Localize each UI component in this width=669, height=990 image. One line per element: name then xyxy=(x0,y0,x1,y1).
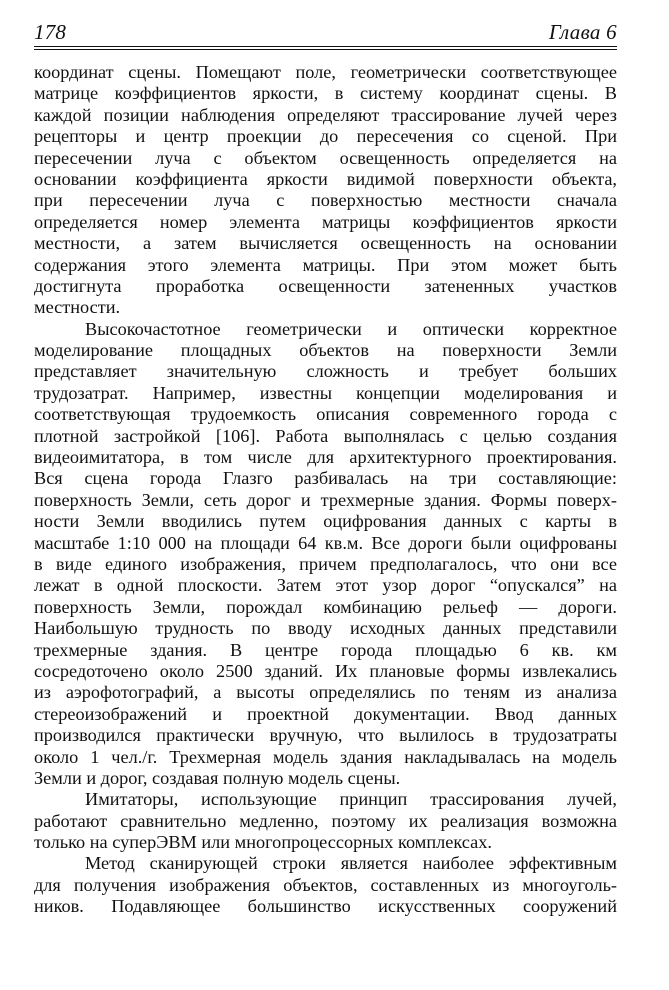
text-line: Высокочастотное геометрически и оптически корректное xyxy=(85,318,617,339)
running-header xyxy=(34,20,617,50)
text-line: производился практически вручную, что вылилось в трудозатраты xyxy=(34,725,617,746)
text-line: видеоимитатора, в том числе для архитектурного проектирования. xyxy=(34,447,617,468)
text-line: рецепторы и центр проекции до пересечения со сценой. При xyxy=(34,126,617,147)
page-number: 178 xyxy=(34,20,67,44)
body-text xyxy=(34,62,617,918)
text-line: работают сравнительно медленно, поэтому их реализация возможна xyxy=(34,810,617,831)
text-line: сосредоточено около 2500 зданий. Их плановые формы извлекались xyxy=(34,660,617,681)
text-line: моделирование площадных объектов на поверхности Земли xyxy=(34,340,617,361)
text-line: местности, а затем вычисляется освещенность на основании xyxy=(34,233,617,254)
text-line: Наибольшую трудность по вводу исходных данных представили xyxy=(34,618,617,639)
text-line: трудозатрат. Например, известны концепции моделирования и xyxy=(34,382,617,403)
text-line: ности Земли вводились путем оцифрования данных с карты в xyxy=(34,511,617,532)
text-line: достигнута проработка освещенности затененных участков xyxy=(34,275,617,296)
text-line: Вся сцена города Глазго разбивалась на три составляющие: xyxy=(34,468,617,489)
text-line: лежат в одной плоскости. Затем этот узор дорог “опускался” на xyxy=(34,575,617,596)
text-line: содержания этого элемента матрицы. При этом может быть xyxy=(34,254,617,275)
text-line: каждой позиции наблюдения определяют трассирование лучей через xyxy=(34,104,617,125)
text-line: представляет значительную сложность и требует больших xyxy=(34,361,617,382)
chapter-title: Глава 6 xyxy=(548,20,617,44)
text-line: определяется номер элемента матрицы коэффициентов яркости xyxy=(34,211,617,232)
text-line: трехмерные здания. В центре города площадью 6 кв. км xyxy=(34,639,617,660)
text-line: координат сцены. Помещают поле, геометрически соответствующее xyxy=(34,62,617,82)
text-line: местности. xyxy=(34,297,121,318)
text-line: только на суперЭВМ или многопроцессорных комплексах. xyxy=(34,832,492,853)
text-line: поверхность Земли, сеть дорог и трехмерные здания. Формы поверх- xyxy=(34,489,617,510)
text-line: поверхность Земли, порождал комбинацию рельеф — дороги. xyxy=(34,596,617,617)
text-line: матрице коэффициентов яркости, в систему координат сцены. В xyxy=(34,83,617,104)
text-line: соответствующая трудоемкость описания современного города с xyxy=(34,404,617,425)
text-line: ников. Подавляющее большинство искусственных сооружений xyxy=(34,896,617,917)
text-line: Метод сканирующей строки является наиболее эффективным xyxy=(85,853,617,874)
text-line: Земли и дорог, создавая полную модель сцены. xyxy=(34,767,401,788)
text-line: стереоизображений и проектной документации. Ввод данных xyxy=(34,703,617,724)
text-line: масштабе 1:10 000 на площади 64 кв.м. Все дороги были оцифрованы xyxy=(34,532,617,553)
header-rule xyxy=(34,46,617,50)
text-line: в виде единого изображения, причем предполагалось, что они все xyxy=(34,553,617,574)
text-line: плотной застройкой [106]. Работа выполнялась с целью создания xyxy=(34,425,617,446)
text-line: пересечении луча с объектом освещенность определяется на xyxy=(34,147,617,168)
text-line: Имитаторы, использующие принцип трассирования лучей, xyxy=(85,789,617,810)
text-line: около 1 чел./г. Трехмерная модель здания накладывалась на модель xyxy=(34,746,617,767)
text-line: основании коэффициента яркости видимой поверхности объекта, xyxy=(34,168,617,189)
text-line: при пересечении луча с поверхностью местности сначала xyxy=(34,190,617,211)
text-line: для получения изображения объектов, составленных из многоуголь- xyxy=(34,874,617,895)
text-line: из аэрофотографий, а высоты определялись по теням из анализа xyxy=(34,682,617,703)
